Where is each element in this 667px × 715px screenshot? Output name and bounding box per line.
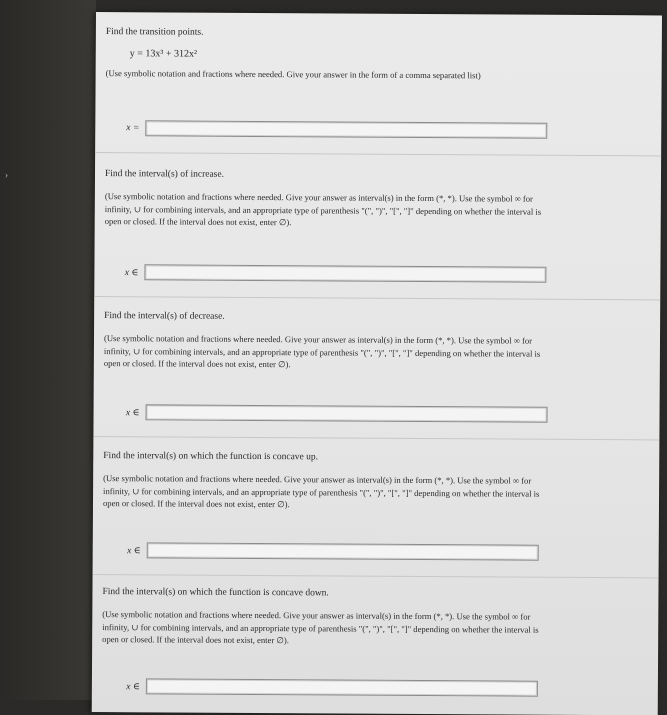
concave-down-block xyxy=(102,586,648,649)
section-divider xyxy=(93,436,659,440)
section-instruction: (Use symbolic notation and fractions where needed. Give your answer as interval(s) in the form (*, *). Use the symbol ∞ for infinity, ∪ for combining intervals, and an appropriate type of parenthesis "(", ")", "[", "]" depending on whether the interval is open or closed. If the interval does not exist, enter ∅). xyxy=(102,473,540,510)
transition-answer-row xyxy=(105,120,547,139)
concave-up-answer-row xyxy=(107,542,539,561)
transition-points-block xyxy=(106,26,652,83)
question-sheet xyxy=(92,12,662,715)
increase-interval-input[interactable] xyxy=(144,264,546,282)
equation: y = 13x³ + 312x² xyxy=(129,48,198,60)
section-divider xyxy=(94,296,660,300)
increase-answer-row xyxy=(104,264,546,283)
section-title: Find the interval(s) on which the function is concave up. xyxy=(103,451,319,463)
answer-label: x ∈ xyxy=(126,681,140,692)
increase-block xyxy=(105,168,651,231)
answer-label: x ∈ xyxy=(124,267,139,278)
question-title: Find the transition points. xyxy=(105,27,204,38)
stray-mark-icon: › xyxy=(5,170,8,180)
decrease-block xyxy=(104,310,650,373)
section-divider xyxy=(95,152,661,156)
section-divider xyxy=(93,574,659,578)
concave-up-interval-input[interactable] xyxy=(147,542,539,560)
question-instruction: (Use symbolic notation and fractions where needed. Give your answer in the form of a comma separated list) xyxy=(105,68,481,81)
section-title: Find the interval(s) of increase. xyxy=(104,169,225,180)
answer-label: x ∈ xyxy=(127,545,141,556)
section-instruction: (Use symbolic notation and fractions where needed. Give your answer as interval(s) in the form (*, *). Use the symbol ∞ for infinity, ∪ for combining intervals, and an appropriate type of parenthesis "(", ")", "[", "]" depending on whether the interval is open or closed. If the interval does not exist, enter ∅). xyxy=(103,333,541,370)
concave-down-answer-row xyxy=(106,678,538,697)
section-instruction: (Use symbolic notation and fractions where needed. Give your answer as interval(s) in the form (*, *). Use the symbol ∞ for infinity, ∪ for combining intervals, and an appropriate type of parenthesis "(", ")", "[", "]" depending on whether the interval is open or closed. If the interval does not exist, enter ∅). xyxy=(104,191,542,228)
answer-label: x = xyxy=(126,123,140,134)
transition-points-input[interactable] xyxy=(145,120,547,138)
section-instruction: (Use symbolic notation and fractions where needed. Give your answer as interval(s) in the form (*, *). Use the symbol ∞ for infinity, ∪ for combining intervals, and an appropriate type of parenthesis "(", ")", "[", "]" depending on whether the interval is open or closed. If the interval does not exist, enter ∅). xyxy=(102,609,539,646)
concave-down-interval-input[interactable] xyxy=(146,678,538,696)
decrease-interval-input[interactable] xyxy=(146,404,548,422)
answer-label: x ∈ xyxy=(125,407,140,418)
concave-up-block xyxy=(103,450,649,513)
section-title: Find the interval(s) of decrease. xyxy=(104,311,225,322)
desk-background xyxy=(0,0,96,700)
section-title: Find the interval(s) on which the function is concave down. xyxy=(102,587,329,599)
decrease-answer-row xyxy=(106,404,548,423)
